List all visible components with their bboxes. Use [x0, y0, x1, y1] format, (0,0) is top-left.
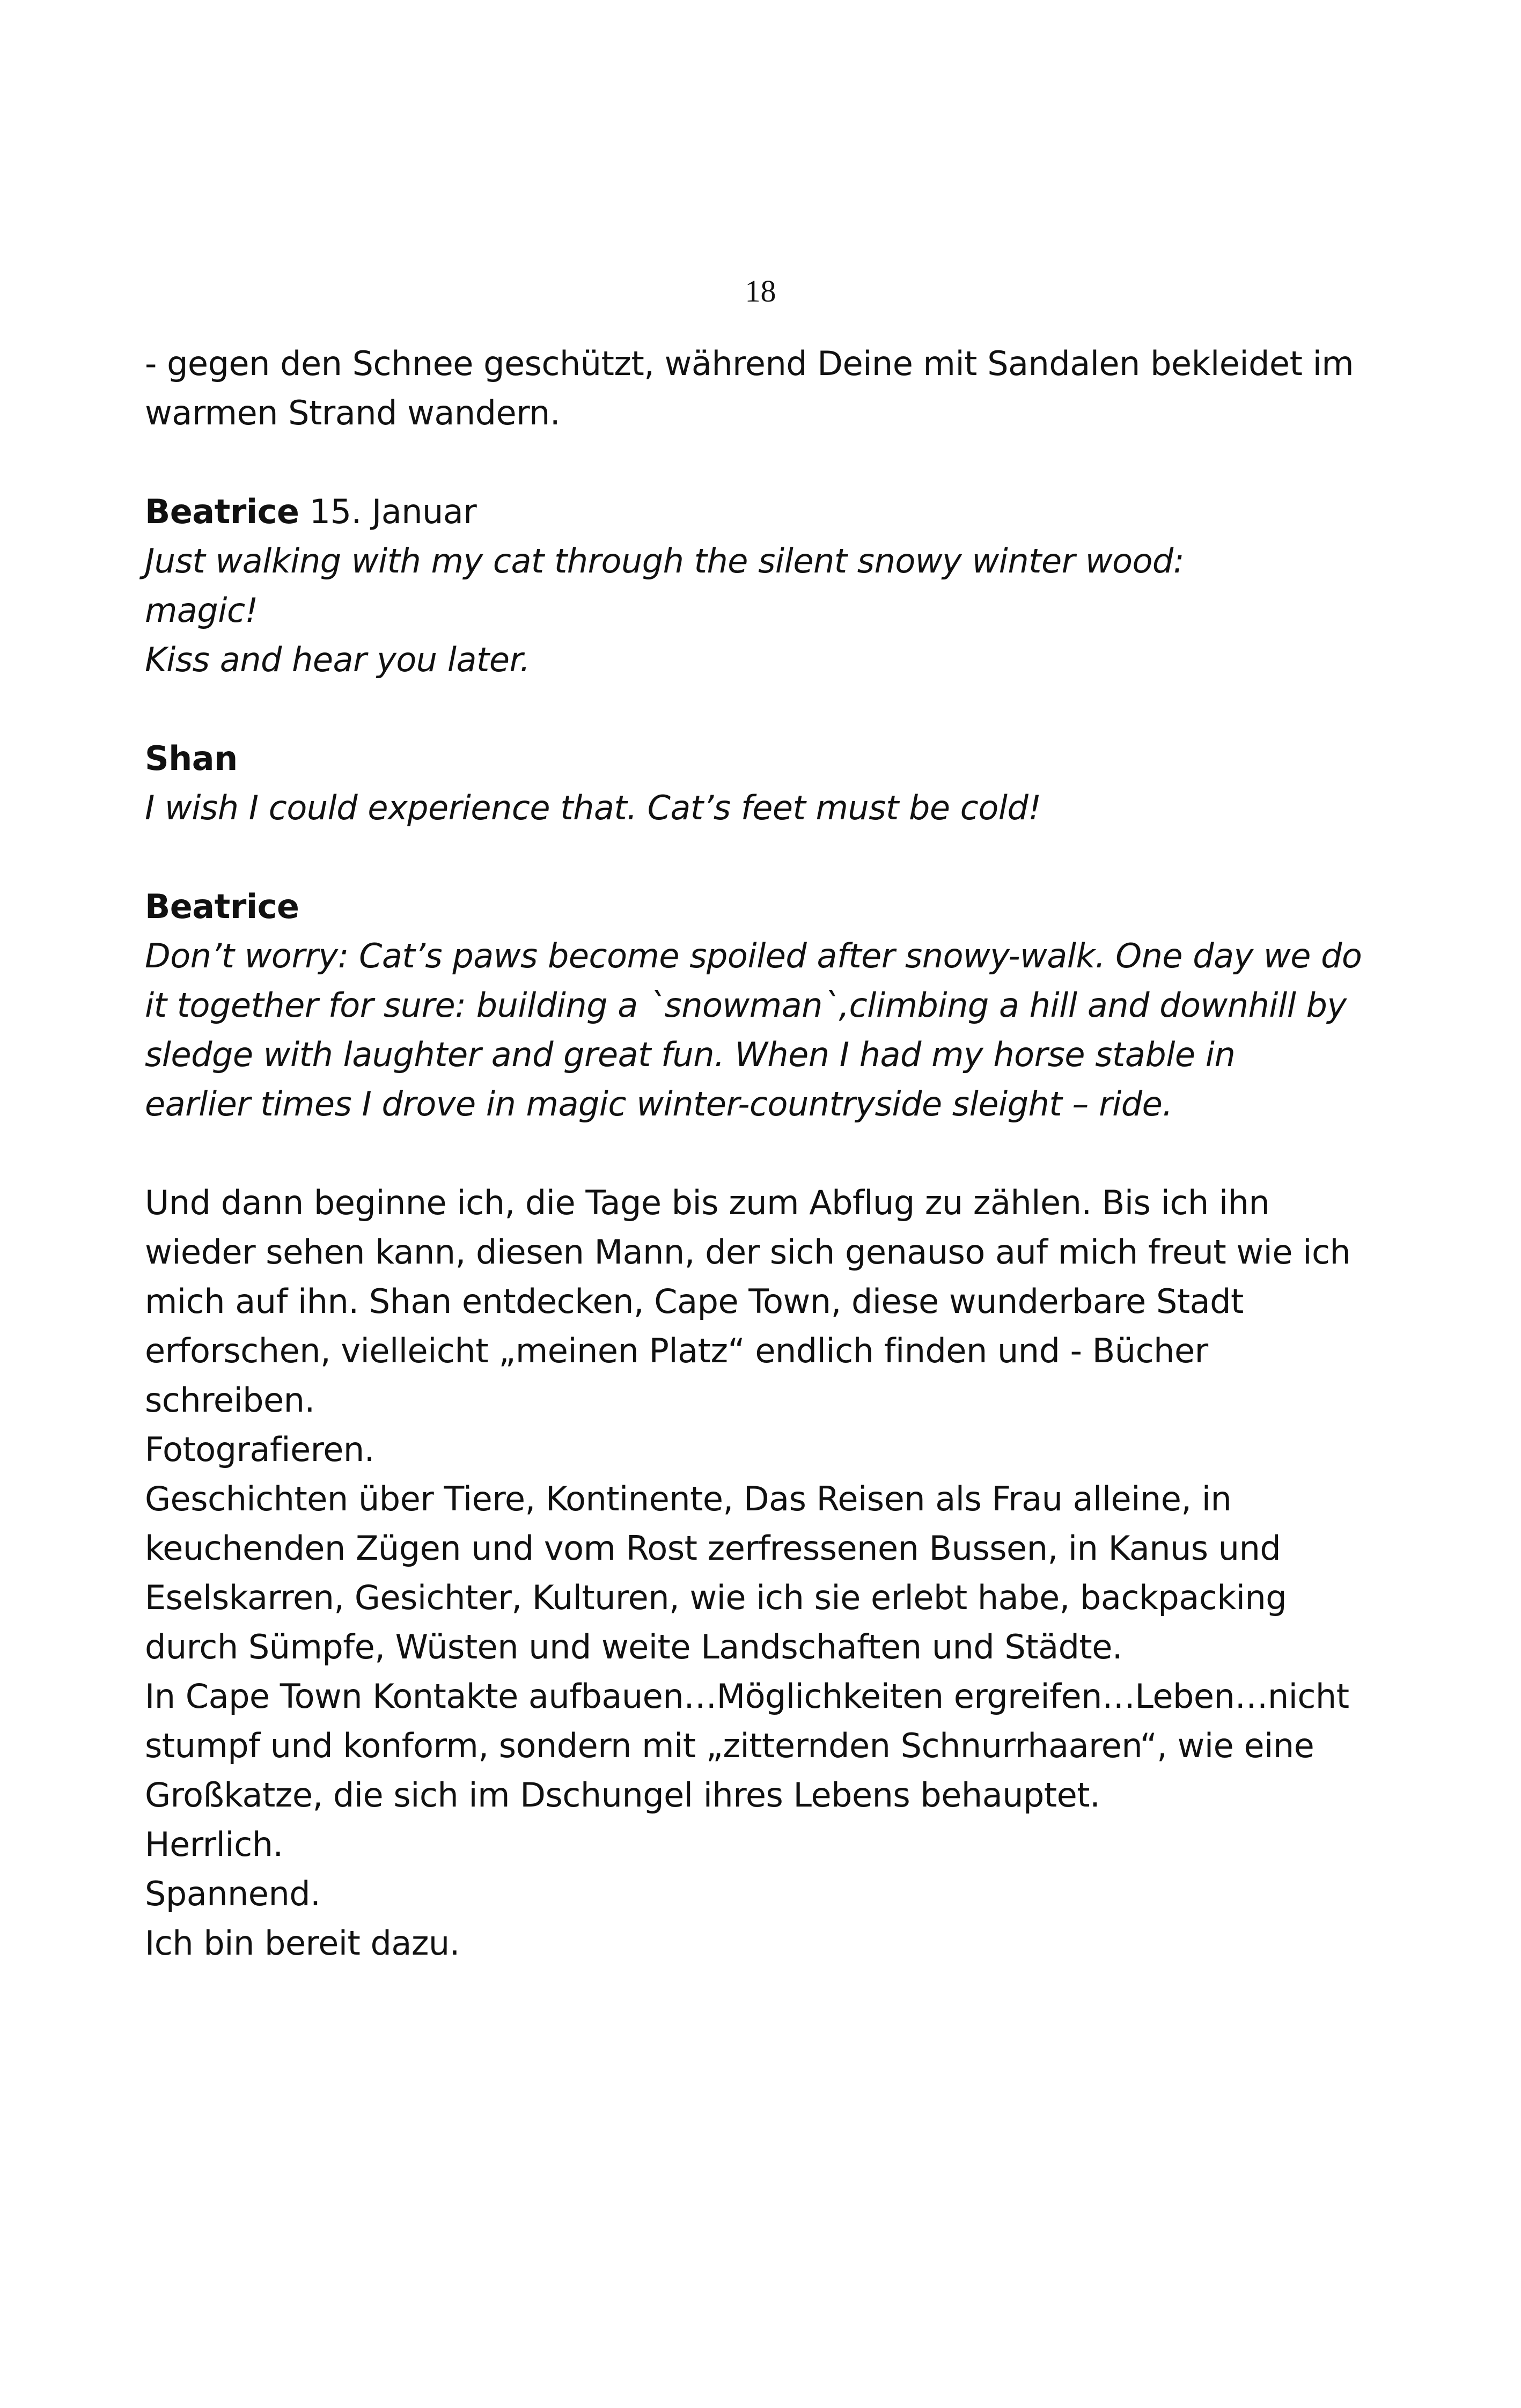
paragraph-gap [145, 685, 1379, 734]
entry-line: sledge with laughter and great fun. When I had my horse stable in [145, 1035, 1236, 1074]
narrative-line: Spannend. [145, 1874, 321, 1913]
narrative-line: In Cape Town Kontakte aufbauen…Möglichkeiten ergreifen…Leben…nicht [145, 1677, 1349, 1716]
narrative-line: Großkatze, die sich im Dschungel ihres Lebens behauptet. [145, 1775, 1100, 1815]
paragraph-gap [145, 438, 1379, 487]
page-number: 18 [745, 274, 776, 309]
entry-date: 15. Januar [299, 492, 477, 531]
text-line: warmen Strand wandern. [145, 393, 561, 432]
narrative-line: erforschen, vielleicht „meinen Platz“ endlich finden und - Bücher [145, 1331, 1208, 1370]
text-line: - gegen den Schnee geschützt, während Deine mit Sandalen bekleidet im [145, 344, 1354, 383]
narrative-line: Geschichten über Tiere, Kontinente, Das Reisen als Frau alleine, in [145, 1479, 1232, 1518]
entry-author: Beatrice [145, 887, 299, 926]
narrative-line: wieder sehen kann, diesen Mann, der sich genauso auf mich freut wie ich [145, 1232, 1351, 1272]
narrative-line: Eselskarren, Gesichter, Kulturen, wie ich sie erlebt habe, backpacking [145, 1578, 1287, 1617]
narrative-line: Und dann beginne ich, die Tage bis zum Abflug zu zählen. Bis ich ihn [145, 1183, 1270, 1222]
paragraph-gap [145, 1129, 1379, 1178]
entry-line: Kiss and hear you later. [145, 640, 530, 679]
page-body [145, 339, 1379, 1968]
entry-author: Shan [145, 739, 238, 778]
entry-header [145, 487, 1379, 537]
narrative-line: schreiben. [145, 1381, 315, 1420]
entry-line: earlier times I drove in magic winter-countryside sleight – ride. [145, 1084, 1173, 1124]
entry-line: Don’t worry: Cat’s paws become spoiled after snowy-walk. One day we do [145, 936, 1362, 975]
entry-line: I wish I could experience that. Cat’s feet must be cold! [145, 788, 1041, 827]
narrative-line: Herrlich. [145, 1825, 283, 1864]
paragraph-gap [145, 833, 1379, 882]
entry-author: Beatrice [145, 492, 299, 531]
narrative-line: durch Sümpfe, Wüsten und weite Landschaften und Städte. [145, 1627, 1123, 1666]
narrative-line: keuchenden Zügen und vom Rost zerfressenen Bussen, in Kanus und [145, 1529, 1281, 1568]
narrative-line: stumpf und konform, sondern mit „zitternden Schnurrhaaren“, wie eine [145, 1726, 1314, 1765]
entry-line: magic! [145, 591, 258, 630]
narrative-line: Fotografieren. [145, 1430, 374, 1469]
entry-line: it together for sure: building a `snowman`,climbing a hill and downhill by [145, 986, 1347, 1025]
entry-line: Just walking with my cat through the silent snowy winter wood: [145, 541, 1185, 581]
narrative-line: Ich bin bereit dazu. [145, 1924, 460, 1963]
narrative-line: mich auf ihn. Shan entdecken, Cape Town, diese wunderbare Stadt [145, 1282, 1244, 1321]
